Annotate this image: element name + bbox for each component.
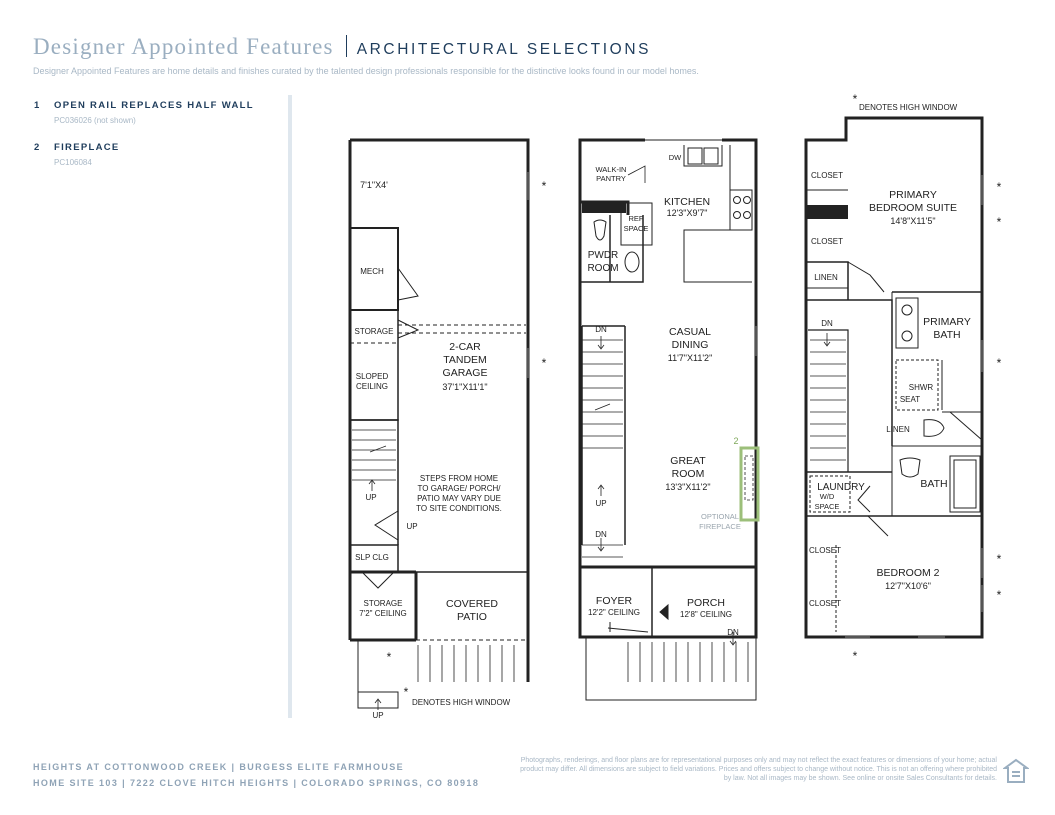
stair-dn-3: DN (727, 628, 739, 637)
wd-label-2: SPACE (814, 502, 840, 511)
page-title-main: Designer Appointed Features (33, 34, 334, 59)
steps-note-1: STEPS FROM HOME (419, 474, 499, 483)
room-storage-ceiling: 7'2" CEILING (359, 609, 407, 618)
high-window-asterisk: * (996, 552, 1002, 566)
fireplace-label-2: FIREPLACE (699, 522, 741, 531)
high-window-asterisk: * (996, 588, 1002, 602)
seat-label: SEAT (899, 395, 921, 404)
room-primary-bath-2: BATH (933, 329, 961, 341)
footer-disclaimer: Photographs, renderings, and floor plans are for representational purposes only and may not reflect the exact features or dimensions of your home; actual product may differ. All dimensions are subject to field variations. Prices and offers subject to change without notice. This is not an offering where prohibited by law. Not all images may be shown. See online or onsite Sales Consultants for details. (520, 757, 997, 782)
room-kitchen: KITCHEN (663, 196, 711, 208)
feature-number: 1 (34, 100, 41, 111)
feature-code: PC036026 (not shown) (54, 116, 136, 125)
room-powder-1: PWDR (587, 250, 619, 261)
pantry-label-2: PANTRY (596, 174, 626, 183)
room-dining-dim: 11'7"X11'2" (667, 353, 713, 363)
room-suite-dim: 14'8"X11'5" (890, 216, 936, 226)
lower-level-plan (350, 140, 528, 710)
room-bath: BATH (920, 478, 948, 490)
feature-number: 2 (34, 142, 41, 153)
high-window-note-upper: DENOTES HIGH WINDOW (859, 103, 958, 112)
room-garage-3: GARAGE (442, 367, 488, 379)
dishwasher-label: DW (668, 153, 682, 162)
fireplace-callout-number: 2 (733, 436, 739, 446)
sloped-label-2: CEILING (355, 382, 389, 391)
equal-housing-icon (1003, 758, 1029, 784)
wd-label-1: W/D (819, 492, 835, 501)
room-kitchen-dim: 12'3"X9'7" (666, 208, 708, 218)
closet-label-4: CLOSET (808, 599, 842, 608)
room-garage-1: 2-CAR (449, 341, 481, 353)
steps-note-3: PATIO MAY VARY DUE (417, 494, 501, 503)
feature-name: FIREPLACE (54, 142, 120, 153)
high-window-asterisk: * (996, 356, 1002, 370)
room-bedroom-2: BEDROOM 2 (876, 567, 940, 579)
room-great-1: GREAT (670, 455, 706, 467)
high-window-asterisk: * (386, 650, 392, 664)
stair-up-3: UP (372, 711, 384, 720)
slp-clg-label: SLP CLG (355, 553, 389, 562)
room-great-dim: 13'3"X11'2" (665, 482, 711, 492)
high-window-note-lower: DENOTES HIGH WINDOW (412, 698, 511, 707)
feature-code: PC106084 (54, 158, 92, 167)
steps-note-4: TO SITE CONDITIONS. (416, 504, 502, 513)
linen-label-2: LINEN (886, 425, 910, 434)
feature-name: OPEN RAIL REPLACES HALF WALL (54, 100, 254, 111)
stair-dn-1: DN (595, 325, 607, 334)
room-deck-dim: 7'1"X4' (360, 180, 388, 190)
room-laundry: LAUNDRY (817, 482, 865, 493)
linen-label-1: LINEN (814, 273, 838, 282)
stair-up-main: UP (595, 499, 607, 508)
stair-dn-2: DN (595, 530, 607, 539)
closet-label-1: CLOSET (810, 171, 844, 180)
closet-label-2: CLOSET (810, 237, 844, 246)
high-window-asterisk: * (541, 356, 547, 370)
fireplace-label-1: OPTIONAL (701, 512, 739, 521)
room-suite-2: BEDROOM SUITE (868, 202, 958, 214)
room-great-2: ROOM (671, 468, 705, 480)
room-suite-1: PRIMARY (889, 189, 937, 201)
room-storage: STORAGE (363, 599, 403, 608)
room-garage-dim: 37'1"X11'1" (442, 382, 488, 392)
shower-label: SHWR (908, 383, 934, 392)
room-porch-ceiling: 12'8" CEILING (680, 610, 732, 619)
high-window-asterisk: * (541, 179, 547, 193)
ref-label-1: REF (628, 214, 644, 223)
room-powder-2: ROOM (587, 263, 619, 274)
room-patio-2: PATIO (457, 611, 487, 623)
room-foyer-ceiling: 12'2" CEILING (588, 608, 640, 617)
high-window-asterisk: * (852, 649, 858, 663)
page-description: Designer Appointed Features are home details and finishes curated by the talented design professionals responsible for the distinctive looks found in our model homes. (33, 66, 699, 76)
room-bedroom-2-dim: 12'7"X10'6" (885, 581, 931, 591)
high-window-asterisk: * (403, 685, 409, 699)
stair-up-1: UP (365, 493, 377, 502)
sloped-label-1: SLOPED (355, 372, 389, 381)
pantry-label-1: WALK-IN (595, 165, 627, 174)
room-patio-1: COVERED (446, 598, 498, 610)
room-storage-top: STORAGE (354, 327, 394, 336)
footer-line-1: HEIGHTS AT COTTONWOOD CREEK | BURGESS ELITE FARMHOUSE (33, 762, 405, 772)
footer-community (33, 759, 479, 791)
high-window-asterisk: * (996, 180, 1002, 194)
room-primary-bath-1: PRIMARY (923, 316, 971, 328)
stair-dn-upper: DN (821, 319, 833, 328)
room-garage-2: TANDEM (443, 354, 487, 366)
room-dining-1: CASUAL (668, 326, 712, 338)
page-title-section: ARCHITECTURAL SELECTIONS (356, 41, 652, 58)
room-mech: MECH (360, 267, 384, 276)
room-foyer: FOYER (595, 595, 633, 607)
stair-up-2: UP (406, 522, 418, 531)
closet-label-3: CLOSET (808, 546, 842, 555)
footer-line-2: HOME SITE 103 | 7222 CLOVE HITCH HEIGHTS | COLORADO SPRINGS, CO 80918 (33, 778, 480, 788)
high-window-asterisk: * (996, 215, 1002, 229)
room-dining-2: DINING (671, 339, 709, 351)
steps-note-2: TO GARAGE/ PORCH/ (417, 484, 501, 493)
ref-label-2: SPACE (623, 224, 649, 233)
room-porch: PORCH (687, 597, 725, 609)
high-window-asterisk: * (852, 92, 858, 106)
